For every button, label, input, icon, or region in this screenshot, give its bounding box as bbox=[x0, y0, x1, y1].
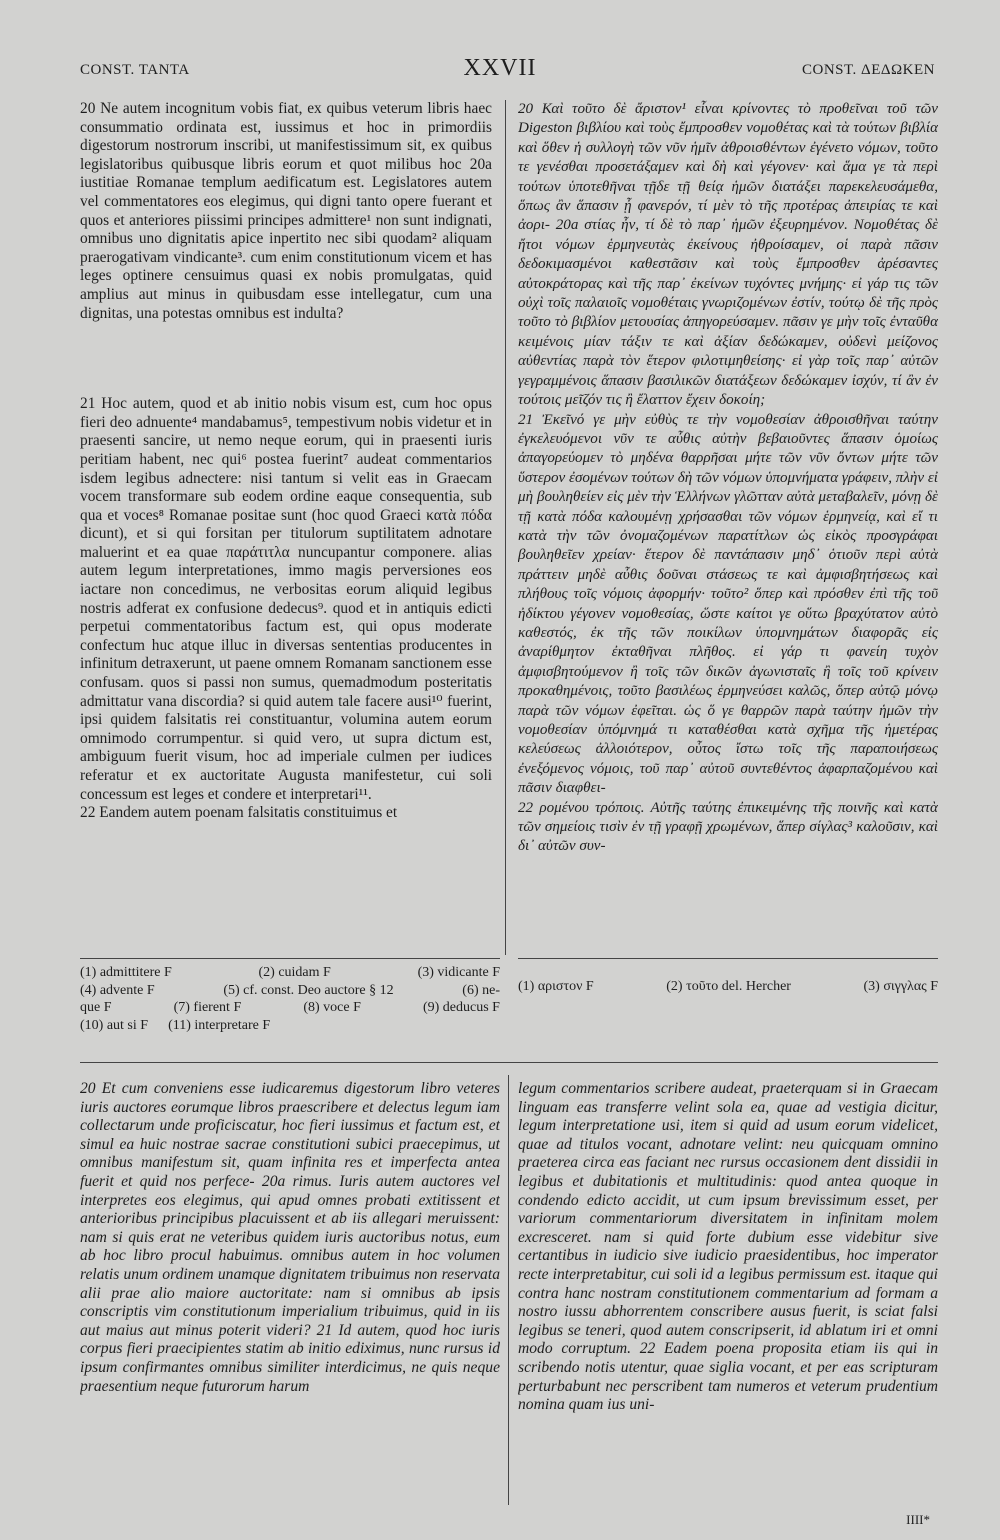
footnote-row bbox=[80, 1017, 500, 1035]
footnote: que F bbox=[80, 1000, 112, 1015]
footnote: (8) voce F bbox=[303, 1000, 361, 1015]
translation-paragraph: legum commentarios scribere audeat, praeterquam si in Graecam linguam eas transferre velint sola ea, quae ad vestigia dicitur, legum interpretatione usi, item si quid ad usum eorum videlicet, quae ad titulos vocant, adnotare velint: neu quicquam omnino praeterea circa eas faciant nec rursus occasionem dent dissidii in legibus et dubitationis et multitudinis: quod antea quoque in condendo edicto accidit, ut cum ipsum brevissimum esset, per variorum commentariorum diversitatem in infinitam molem excresceret. nam si quid forte dubium esse videbitur sive certantibus in iudicio sive iudicio praesidentibus, hoc imperator recte interpretabitur, cui soli id a legibus permissum est. itaque qui contra hanc nostram constitutionem commentarium ad formam a nostro iussu abhorrentem conscribere ausus fuerit, is sciat falsi legibus se teneri, quod autem conscripserit, id ablatum iri et omni modo corruptum. 22 Eadem poena proposita etiam iis qui in scribendo notis utentur, quae siglia vocant, et per eas scripturam perturbabunt nec perscribent tam numeros et veterum prudentium nomina quam ius uni- bbox=[518, 1080, 938, 1414]
footnote-row bbox=[80, 964, 500, 982]
footnote: (1) αριστον F bbox=[518, 979, 594, 994]
latin-column bbox=[80, 100, 492, 823]
footnote: (9) deducus F bbox=[422, 1000, 500, 1015]
footnote: (6) ne- bbox=[462, 982, 500, 998]
greek-paragraph-22: 22 ρομένου τρόποις. Αὐτῆς ταύτης ἐπικειμένης τῆς ποινῆς καὶ κατὰ τῶν σημείοις τισὶν ἐν τῇ γραφῇ χρωμένων, ἅπερ σίγλας³ καλοῦσιν, καὶ δι᾽ αὐτῶν συν- bbox=[518, 799, 938, 855]
greek-column bbox=[518, 100, 938, 857]
latin-translation-left bbox=[80, 1080, 500, 1396]
footnotes-latin bbox=[80, 964, 500, 1034]
footnote: (1) admittitere F bbox=[80, 965, 172, 980]
footnote: (11) interpretare F bbox=[168, 1017, 271, 1033]
latin-paragraph-20: 20 Ne autem incognitum vobis fiat, ex quibus veterum libris haec consummatio ordinata est, iussimus et hoc in primordiis digestorum nostrorum inscribi, ut manifestissimum sit, ex quibus legislatoribus quibusque libris eorum et quot milibus hoc 20a iustitiae Romanae templum aedificatum est. Legislatores autem vel commentatores eos elegimus, qui digni tanto opere fuerant et quos et anteriores piissimi principes admittere¹ non sunt indignati, omnibus uno dignitatis apice inpertito nec sibi quodam² aliquam praerogativam vindicante³. cum enim constitutionum vicem et has leges optinere censuimus quasi ex nobis promulgatas, quid amplius aut minus in quibusdam esse intellegatur, cum una dignitas, una potestas omnibus est indulta? bbox=[80, 100, 492, 322]
footnote-row bbox=[518, 978, 938, 996]
greek-paragraph-20: 20 Καὶ τοῦτο δὲ ἄριστον¹ εἶναι κρίνοντες τὸ προθεῖναι τοῦ τῶν Digeston βιβλίου καὶ τοὺς ἔμπροσθεν νομοθέτας καὶ τὰ τούτων βιβλία καὶ ὅθεν ἡ συλλογὴ τῶν νῦν ἡμῖν ἀθροισθέντων ἐγένετο νόμων, τοῦτο τε γενέσθαι προσετάξαμεν καὶ δὴ καὶ γέγονεν· καὶ ἅμα γε τὰ περὶ τούτων ὑποτεθῆναι τῇδε τῇ θείᾳ ἡμῶν διατάξει παρεκελευσάμεθα, ὅπως ἂν ἅπασιν ᾖ φανερόν, τί μὲν τὸ τῆς προτέρας ἀπειρίας τε καὶ ἀορι- 20a στίας ἦν, τί δὲ τὸ παρ᾽ ἡμῶν ἐξευρημένον. Νομοθέτας δὲ ἤτοι νόμων ἑρμηνευτὰς ἐκείνους ἠθροίσαμεν, οἱ παρὰ πᾶσιν δεδοκιμασμένοι καθεστᾶσιν καὶ τοὺς ἔμπροσθεν ἀρέσαντες αὐτοκράτορας καὶ τῆς παρ᾽ ἐκείνων τυχόντες μνήμης· εἰ γάρ τις τῶν οὐχὶ τοῖς παλαιοῖς νομοθέταις γνωριζομένων ἐστίν, τούτῳ δὲ τῆς πρὸς τοῦτο τὸ βιβλίον μετουσίας ἀπηγορεύσαμεν. πᾶσιν γε μὴν τοῖς ἐνταῦθα κειμένοις μίαν τάξιν τε καὶ ἀξίαν δεδώκαμεν, οὐδενὶ μείζονος αὐθεντίας παρὰ τὸν ἕτερον φιλοτιμηθείσης· εἰ γὰρ τοῖς παρ᾽ αὐτῶν γεγραμμένοις ἅπασιν βασιλικῶν διατάξεων δεδώκαμεν ἰσχύν, τί ἂν ἐν τούτοις μεῖζόν τις ἢ ἔλαττον ἔχειν δοκοίη; bbox=[518, 101, 938, 409]
footnote: (7) fierent F bbox=[173, 1000, 242, 1015]
footnote: (2) τοῦτο del. Hercher bbox=[666, 979, 791, 994]
latin-paragraph-22: 22 Eandem autem poenam falsitatis constituimus et bbox=[80, 804, 398, 822]
footnote-rule-left bbox=[80, 958, 500, 959]
footnote-rule-right bbox=[518, 958, 938, 959]
translation-rule bbox=[80, 1062, 938, 1063]
footnote-row bbox=[80, 982, 500, 1000]
footnote: (4) advente F bbox=[80, 982, 155, 998]
footnote: (3) σιγγλας F bbox=[863, 979, 938, 994]
greek-paragraph-21: 21 Ἐκεῖνό γε μὴν εὐθὺς τε τὴν νομοθεσίαν ἀθροισθῆναι ταύτην ἐγκελευόμενοι νῦν τε αὖθις αὐτὴν βεβαιοῦντες ἅπασιν ὁμοίως ἀπαγορεύομεν τὸ μηδένα θαρρῆσαι μήτε τῶν νῦν ὄντων μήτε τῶν ὕστερον ἐσομένων τούτων δὴ τῶν νόμων ὑπομνήματα γράφειν, πλὴν εἰ μὴ βουληθείεν εἰς μὲν τὴν Ἑλλήνων γλῶτταν αὐτὰ μεταβαλεῖν, μόνῃ δὲ τῇ κατὰ πόδα καλουμένῃ χρήσασθαι τῶν νόμων ἑρμηνείᾳ, καὶ εἴ τι κατὰ τὴν τῶν ὀνομαζομένων παρατίτλων ὡς εἰκὸς προσγράφαι βουληθεῖεν χρείαν· ἕτερον δὲ παντάπασιν μηδ᾽ ὁτιοῦν περὶ αὐτὰ πράττειν μηδὲ αὖθις δοῦναι στάσεως τε καὶ ἀμφισβητήσεως καὶ πλήθους τοῖς νόμοις ἀφορμήν· τοῦτο² ὅπερ καὶ πρόσθεν ἐπὶ τῆς τοῦ ἠδίκτου γέγονεν νομοθεσίας, ὥστε καίτοι γε οὕτω βραχύτατον αὐτὸ καθεστός, ἐκ τῆς τῶν ποικίλων ὑπομνημάτων διαφορᾶς εἰς ἀναρίθμητον ἐκταθῆναι πλῆθος. εἰ γάρ τι φανείη τυχὸν ἀμφισβητούμενον ἢ τοῖς τῶν δικῶν ἀγωνισταῖς ἢ τοῖς τοῦ κρίνειν προκαθημένοις, τοῦτο βασιλέως ἑρμηνεύσει καλῶς, ὅπερ αὐτῷ μόνῳ παρὰ τῶν νόμων ἐφεῖται. ὡς ὅ γε θαρρῶν παρὰ ταύτην ἡμῶν τὴν νομοθεσίαν ὑπόμνημά τι καταθέσθαι κατὰ σχῆμα τῆς ἡμετέρας κελεύσεως ἀλλοιότερον, οὗτος ἴστω τοῖς τῆς παραποιήσεως ἐνεξόμενος νόμοις, τοῦ παρ᾽ αὐτοῦ συντεθέντος ἀφαρπαζομένου καὶ πᾶσιν διαφθει- bbox=[518, 411, 938, 797]
footnote: (10) aut si F bbox=[80, 1017, 149, 1033]
translation-paragraph: 20 Et cum conveniens esse iudicaremus digestorum libro veteres iuris auctores eorumque libros praescribere et delectus legum iam collectarum unde proficiscatur, hoc fieri iussimus et factum est, et simul ea huic nostrae sacrae constitutioni subici praecepimus, ut omnibus manifestum sit, quam infinita res et imperfecta antea fuerit et quid nos perfece- 20a rimus. Iuris autem auctores vel interpretes eos elegimus, qui apud omnes probati extitissent et anterioribus principibus placuissent et ab iis allegari meruissent: nam si quis erat ne veteribus quidem iuris auctoribus notus, eum ab hoc libro procul habuimus. omnibus autem in hoc volumen relatis unum ordinem unamque dignitatem tribuimus non reservata alii prae alio maiore auctoritate: nam si omnibus ab ipsis conscriptis vim constitutionum imperialium tribuimus, quid in iis aut maius aut minus poterit videri? 21 Id autem, quod hoc iuris corpus fieri praecipientes statim ab initio ediximus, nunc rursus id ipsum confirmantes omnibus similiter interdicimus, ne quis neque praesentium neque futurorum harum bbox=[80, 1080, 500, 1395]
latin-translation-right bbox=[518, 1080, 938, 1415]
signature-mark: IIII* bbox=[906, 1512, 930, 1527]
latin-paragraph-21: 21 Hoc autem, quod et ab initio nobis visum est, cum hoc opus fieri deo adnuente⁴ mandabamus⁵, tempestivum nobis videtur et in praesenti sancire, ut nemo neque eorum, qui in praesenti iuris peritiam habent, nec qui⁶ postea fuerint⁷ audeat commentarios isdem legibus adnectere: nisi tantum si velit eas in Graecam vocem transformare sub eodem ordine eaque consequentia, sub qua et voces⁸ Romanae positae sunt (hoc quod Graeci κατὰ πόδα dicunt), et si qui forsitan per titulorum suptilitatem adnotare maluerint et ea quae παράτιτλα nuncupantur componere. alias autem legum interpretationes, immo magis perversiones eos iactare non concedimus, ne verbositas eorum aliquid legibus nostris adferat ex confusione dedecus⁹. quod et in antiquis edicti perpetui commentatoribus factum est, qui opus moderate confectum huc atque illuc in diversas sententias producentes in infinitum detraxerunt, ut paene omnem Romanam sanctionem esse confusam. quos si passi non sumus, quemadmodum posteritatis admittatur vana discordia? si quid autem tale facere ausi¹⁰ fuerint, ipsi quidem falsitatis rei constituantur, volumina autem eorum omnimodo corrumpentur. si quid vero, ut supra dictum est, ambiguum fuerit visum, hoc ad imperiale culmen per iudices referatur et ex auctoritate Augusta manifestetur, cui soli concessum est leges et condere et interpretari¹¹. bbox=[80, 395, 492, 803]
footnote-row bbox=[80, 999, 500, 1017]
footnotes-greek bbox=[518, 978, 938, 996]
translation-divider bbox=[508, 1075, 509, 1505]
column-divider bbox=[505, 100, 506, 955]
page-number: XXVII bbox=[463, 55, 537, 81]
running-header-right: CONST. ΔΕΔΩΚΕΝ bbox=[802, 62, 935, 78]
footnote: (2) cuidam F bbox=[258, 965, 331, 980]
running-header-left: CONST. TANTA bbox=[80, 62, 190, 78]
footnote: (3) vidicante F bbox=[417, 965, 500, 980]
footnote: (5) cf. const. Deo auctore § 12 bbox=[223, 982, 394, 998]
